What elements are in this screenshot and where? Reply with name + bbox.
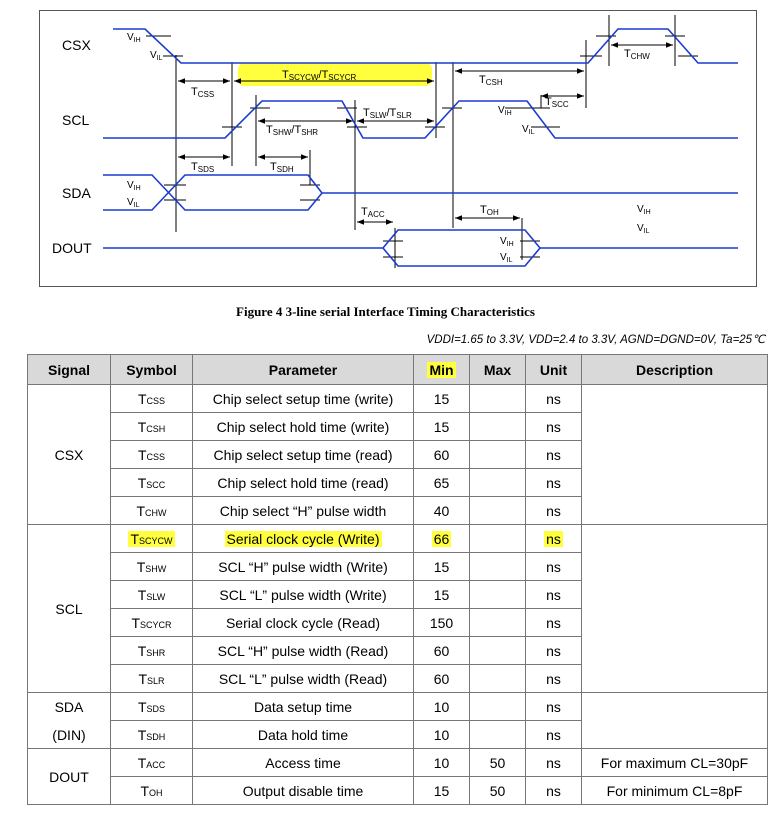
symbol-subscript: SDH <box>146 731 166 742</box>
table-row <box>28 525 768 553</box>
unit-value: ns <box>546 502 561 519</box>
parameter-value: Output disable time <box>242 782 364 799</box>
header-min-text: Min <box>429 361 454 378</box>
figure-caption: Figure 4 3-line serial Interface Timing Characteristics <box>236 304 535 319</box>
min-cell <box>414 693 470 721</box>
symbol <box>136 503 166 519</box>
unit-value: ns <box>546 530 561 547</box>
unit-value: ns <box>546 558 561 575</box>
unit-cell <box>526 609 582 637</box>
unit-value: ns <box>546 474 561 491</box>
table-row <box>28 749 768 777</box>
max-cell <box>470 637 526 665</box>
symbol-main: T <box>137 698 147 715</box>
min-value: 10 <box>433 754 450 771</box>
symbol-subscript: CSS <box>146 395 166 406</box>
symbol <box>138 419 166 435</box>
table-row <box>28 721 768 749</box>
description-cell <box>582 441 768 469</box>
symbol <box>138 727 166 743</box>
symbol-main: T <box>140 782 150 799</box>
parameter-value: Chip select setup time (read) <box>213 446 393 463</box>
signal-label-dout: DOUT <box>52 240 92 256</box>
unit-value: ns <box>546 726 561 743</box>
min-value: 60 <box>433 446 450 463</box>
header-parameter: Parameter <box>193 355 414 385</box>
parameter-value: SCL “L” pulse width (Read) <box>218 670 388 687</box>
min-value: 65 <box>433 474 450 491</box>
vih-label-right: $V_{IH}$ <box>637 204 651 216</box>
scl-waveform <box>103 101 738 138</box>
symbol-cell <box>111 497 193 525</box>
description-cell <box>582 721 768 749</box>
symbol-subscript: SCYCR <box>140 619 172 630</box>
symbol-subscript: SHW <box>145 563 167 574</box>
min-value: 60 <box>433 670 450 687</box>
unit-value: ns <box>546 754 561 771</box>
parameter-value: Serial clock cycle (Read) <box>225 614 381 631</box>
min-cell <box>414 581 470 609</box>
max-cell <box>470 609 526 637</box>
vih-label-csx-1: $V_{IH}$ <box>127 32 141 44</box>
label-t-scycw-scycr: TSCYCW/TSCYCR <box>282 69 357 82</box>
header-unit: Unit <box>526 355 582 385</box>
parameter-cell <box>193 385 414 413</box>
symbol-cell <box>111 525 193 553</box>
signal-label-sda: SDA <box>62 185 91 201</box>
symbol-main: T <box>138 670 148 687</box>
unit-cell <box>526 441 582 469</box>
vil-label-scl: $V_{IL}$ <box>522 124 535 136</box>
description-cell: For maximum CL=30pF <box>582 749 768 777</box>
max-value: 50 <box>489 754 506 771</box>
min-value: 15 <box>433 418 450 435</box>
header-description: Description <box>582 355 768 385</box>
symbol-subscript: ACC <box>146 759 166 770</box>
dout-waveform-b <box>383 248 540 266</box>
parameter-value: Serial clock cycle (Write) <box>226 530 380 547</box>
min-value: 66 <box>433 530 450 547</box>
description-cell <box>582 413 768 441</box>
parameter-cell <box>193 749 414 777</box>
symbol-cell <box>111 637 193 665</box>
parameter-cell <box>193 665 414 693</box>
symbol <box>138 391 165 407</box>
description-cell: For minimum CL=8pF <box>582 777 768 805</box>
label-t-slw-slr: TSLW/TSLR <box>363 107 412 120</box>
symbol-cell <box>111 693 193 721</box>
min-cell <box>414 497 470 525</box>
max-cell <box>470 693 526 721</box>
table-body <box>28 385 768 805</box>
parameter-value: Data setup time <box>253 698 353 715</box>
min-cell <box>414 525 470 553</box>
parameter-cell <box>193 609 414 637</box>
header-symbol: Symbol <box>111 355 193 385</box>
table-row <box>28 497 768 525</box>
symbol-cell <box>111 441 193 469</box>
symbol <box>138 755 166 771</box>
parameter-cell <box>193 525 414 553</box>
symbol-main: T <box>136 502 146 519</box>
min-cell <box>414 749 470 777</box>
symbol <box>138 475 166 491</box>
symbol <box>138 671 164 687</box>
symbol-subscript: CSS <box>146 451 166 462</box>
table-row <box>28 581 768 609</box>
symbol-cell <box>111 385 193 413</box>
symbol-subscript: CHW <box>145 507 167 518</box>
signal-cell <box>28 693 111 749</box>
header-signal: Signal <box>28 355 111 385</box>
min-cell <box>414 469 470 497</box>
vih-label-sda: $V_{IH}$ <box>127 180 141 192</box>
symbol-cell <box>111 413 193 441</box>
parameter-value: Access time <box>265 754 341 771</box>
timing-table <box>27 354 768 805</box>
min-cell <box>414 777 470 805</box>
min-cell <box>414 721 470 749</box>
min-cell <box>414 609 470 637</box>
max-cell <box>470 553 526 581</box>
unit-value: ns <box>546 418 561 435</box>
signal-label-scl: SCL <box>62 112 90 128</box>
symbol-main: T <box>137 726 147 743</box>
signal-cell <box>28 525 111 693</box>
symbol-cell <box>111 665 193 693</box>
signal-cell <box>28 749 111 805</box>
label-t-chw: TCHW <box>624 48 650 61</box>
symbol-main: T <box>137 586 147 603</box>
symbol <box>138 699 165 715</box>
symbol <box>140 783 162 799</box>
signal-name: DOUT <box>49 768 89 785</box>
unit-cell <box>526 777 582 805</box>
signal-name-secondary: (DIN) <box>52 726 86 743</box>
description-cell <box>582 637 768 665</box>
label-t-shw-shr: TSHW/TSHR <box>266 124 319 137</box>
label-t-sds: TSDS <box>191 161 215 174</box>
vil-label-dout: $V_{IL}$ <box>500 252 513 264</box>
parameter-cell <box>193 637 414 665</box>
symbol-subscript: SCYCW <box>139 535 173 546</box>
min-cell <box>414 665 470 693</box>
vih-label-scl: $V_{IH}$ <box>498 105 512 117</box>
symbol-main: T <box>130 530 140 547</box>
min-value: 15 <box>433 558 450 575</box>
unit-cell <box>526 581 582 609</box>
min-cell <box>414 553 470 581</box>
vil-label-sda: $V_{IL}$ <box>127 197 140 209</box>
label-t-sdh: TSDH <box>270 161 294 174</box>
description-cell <box>582 497 768 525</box>
description-cell <box>582 665 768 693</box>
min-value: 10 <box>433 726 450 743</box>
signal-name: SDA <box>54 698 84 715</box>
symbol-main: T <box>136 558 146 575</box>
symbol-subscript: SLR <box>147 675 165 686</box>
table-row <box>28 553 768 581</box>
max-cell <box>470 777 526 805</box>
unit-cell <box>526 497 582 525</box>
description-cell <box>582 525 768 553</box>
symbol <box>138 643 166 659</box>
unit-cell <box>526 385 582 413</box>
vih-label-dout: $V_{IH}$ <box>500 236 514 248</box>
max-cell <box>470 721 526 749</box>
unit-value: ns <box>546 586 561 603</box>
parameter-value: Chip select “H” pulse width <box>219 502 387 519</box>
signal-cell <box>28 385 111 525</box>
max-value: 50 <box>489 782 506 799</box>
symbol-subscript: OH <box>149 787 163 798</box>
symbol <box>137 559 167 575</box>
description-cell <box>582 469 768 497</box>
unit-cell <box>526 413 582 441</box>
parameter-cell <box>193 469 414 497</box>
table-row <box>28 609 768 637</box>
max-cell <box>470 441 526 469</box>
symbol-subscript: SHR <box>146 647 166 658</box>
symbol-cell <box>111 469 193 497</box>
parameter-value: SCL “H” pulse width (Write) <box>218 558 388 575</box>
symbol-main: T <box>137 754 147 771</box>
label-t-scc: TSCC <box>545 96 569 109</box>
min-value: 10 <box>433 698 450 715</box>
parameter-cell <box>193 721 414 749</box>
parameter-cell <box>193 441 414 469</box>
parameter-cell <box>193 553 414 581</box>
unit-cell <box>526 665 582 693</box>
signal-name: SCL <box>55 600 83 617</box>
symbol-cell <box>111 581 193 609</box>
max-cell <box>470 665 526 693</box>
unit-cell <box>526 637 582 665</box>
description-cell <box>582 609 768 637</box>
parameter-value: Chip select setup time (write) <box>212 390 394 407</box>
parameter-value: Data hold time <box>257 726 349 743</box>
description-cell <box>582 693 768 721</box>
unit-value: ns <box>546 670 561 687</box>
label-t-css: TCSS <box>191 86 215 99</box>
min-cell <box>414 637 470 665</box>
unit-cell <box>526 749 582 777</box>
symbol-cell <box>111 777 193 805</box>
symbol-cell <box>111 553 193 581</box>
symbol-main: T <box>137 642 147 659</box>
max-cell <box>470 749 526 777</box>
max-cell <box>470 525 526 553</box>
unit-value: ns <box>546 782 561 799</box>
min-value: 15 <box>433 390 450 407</box>
parameter-cell <box>193 581 414 609</box>
min-value: 40 <box>433 502 450 519</box>
parameter-cell <box>193 693 414 721</box>
unit-value: ns <box>546 614 561 631</box>
max-cell <box>470 469 526 497</box>
table-row <box>28 441 768 469</box>
description-cell <box>582 385 768 413</box>
symbol-main: T <box>131 614 141 631</box>
parameter-cell <box>193 777 414 805</box>
min-cell <box>414 441 470 469</box>
max-cell <box>470 413 526 441</box>
description-cell <box>582 581 768 609</box>
description-cell <box>582 553 768 581</box>
unit-cell <box>526 525 582 553</box>
unit-value: ns <box>546 446 561 463</box>
conditions-note: VDDI=1.65 to 3.3V, VDD=2.4 to 3.3V, AGND=DGND=0V, Ta=25℃ <box>426 334 765 346</box>
unit-value: ns <box>546 642 561 659</box>
vil-label-right: $V_{IL}$ <box>637 223 650 235</box>
min-value: 15 <box>433 782 450 799</box>
label-t-csh: TCSH <box>479 74 503 87</box>
symbol-subscript: SCC <box>146 479 166 490</box>
table-row <box>28 413 768 441</box>
symbol <box>128 531 174 547</box>
symbol <box>131 615 171 631</box>
label-t-oh: TOH <box>480 204 499 217</box>
table-row <box>28 665 768 693</box>
vil-label-csx-1: $V_{IL}$ <box>150 50 163 62</box>
min-cell <box>414 385 470 413</box>
table-header-row <box>28 355 768 385</box>
unit-value: ns <box>546 390 561 407</box>
max-cell <box>470 385 526 413</box>
unit-value: ns <box>546 698 561 715</box>
parameter-cell <box>193 497 414 525</box>
parameter-value: Chip select hold time (read) <box>217 474 389 491</box>
symbol-main: T <box>137 474 147 491</box>
unit-cell <box>526 553 582 581</box>
table-row <box>28 637 768 665</box>
signal-name: CSX <box>54 446 84 463</box>
symbol-cell <box>111 721 193 749</box>
header-max: Max <box>470 355 526 385</box>
unit-cell <box>526 693 582 721</box>
parameter-value: Chip select hold time (write) <box>216 418 390 435</box>
parameter-cell <box>193 413 414 441</box>
table-row <box>28 777 768 805</box>
min-value: 60 <box>433 642 450 659</box>
parameter-value: SCL “H” pulse width (Read) <box>217 642 389 659</box>
min-value: 150 <box>429 614 454 631</box>
max-cell <box>470 497 526 525</box>
parameter-value: SCL “L” pulse width (Write) <box>219 586 387 603</box>
symbol-main: T <box>137 418 147 435</box>
symbol <box>138 447 165 463</box>
symbol-subscript: SLW <box>146 591 166 602</box>
symbol-subscript: SDS <box>146 703 166 714</box>
timing-diagram <box>0 0 771 296</box>
max-cell <box>470 581 526 609</box>
min-cell <box>414 413 470 441</box>
unit-cell <box>526 469 582 497</box>
symbol <box>138 587 165 603</box>
header-min <box>414 355 470 385</box>
unit-cell <box>526 721 582 749</box>
symbol-subscript: CSH <box>146 423 166 434</box>
signal-label-csx: CSX <box>62 37 91 53</box>
label-t-acc: TACC <box>361 206 385 219</box>
symbol-cell <box>111 609 193 637</box>
table-row <box>28 693 768 721</box>
symbol-main: T <box>137 390 147 407</box>
min-value: 15 <box>433 586 450 603</box>
table-row <box>28 469 768 497</box>
symbol-cell <box>111 749 193 777</box>
table-row <box>28 385 768 413</box>
symbol-main: T <box>137 446 147 463</box>
